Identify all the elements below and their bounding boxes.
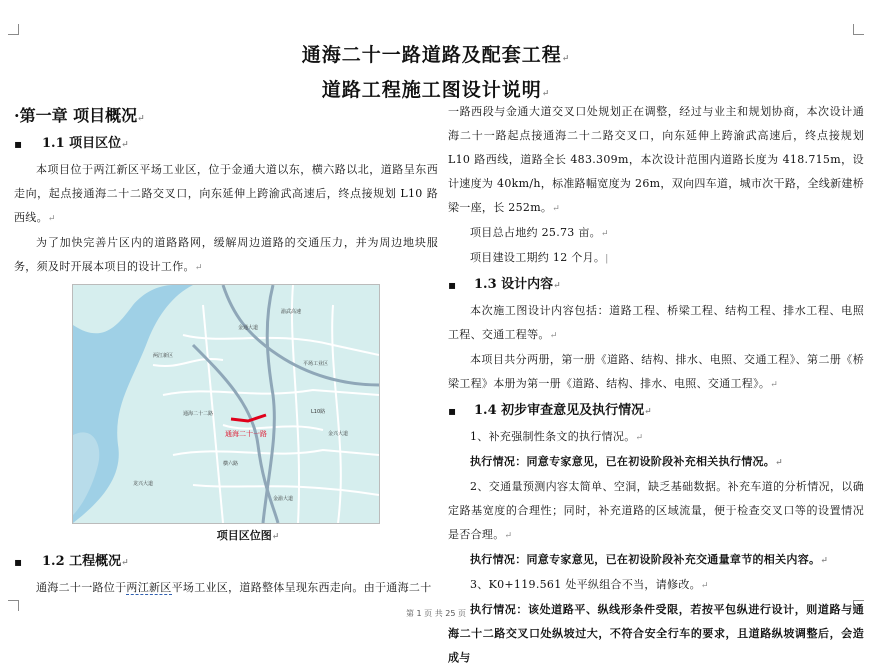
- paragraph[interactable]: 项目建设工期约 12 个月。|: [470, 251, 609, 264]
- paragraph[interactable]: 通海二十一路位于两江新区平场工业区，道路整体呈现东西走向。由于通海二十: [36, 581, 432, 594]
- crop-mark-top-left: [8, 24, 19, 35]
- svg-text:L10路: L10路: [311, 409, 326, 415]
- section-heading-1-3[interactable]: ▪ 1.3 设计内容↵: [448, 277, 561, 292]
- svg-text:渝武高速: 渝武高速: [281, 309, 302, 315]
- svg-text:金兴大道: 金兴大道: [328, 431, 349, 437]
- paragraph[interactable]: 本次施工图设计内容包括：道路工程、桥梁工程、结构工程、排水工程、电照工程、交通工程等。↵: [448, 304, 864, 341]
- svg-text:横六路: 横六路: [223, 461, 239, 467]
- svg-text:金渝大道: 金渝大道: [273, 496, 294, 502]
- paragraph[interactable]: 本项目位于两江新区平场工业区，位于金通大道以东，横六路以北，道路呈东西走向，起点接通海二十二路交叉口，向东延伸上跨渝武高速后，终点接规划 L10 路西线。↵: [14, 163, 438, 224]
- review-item[interactable]: 2、交通量预测内容太简单、空洞，缺乏基础数据。补充车道的分析情况，以确定路基宽度的合理性；同时，补充道路的区域流量，便于检查交叉口等的设置情况是否合理。↵: [448, 480, 864, 541]
- page-footer: 第 1 页 共 25 页: [406, 609, 466, 618]
- chapter-heading[interactable]: ·第一章 项目概况↵: [14, 106, 145, 125]
- review-response[interactable]: 执行情况：同意专家意见，已在初设阶段补充相关执行情况。↵: [470, 455, 783, 468]
- review-item[interactable]: 1、补充强制性条文的执行情况。↵: [470, 430, 644, 443]
- review-item[interactable]: 3、K0+119.561 处平纵组合不当，请修改。↵: [470, 578, 709, 591]
- section-heading-1-2[interactable]: ▪ 1.2 工程概况↵: [14, 554, 129, 569]
- document-title: 通海二十一路道路及配套工程↵: [301, 44, 571, 66]
- left-column: [14, 100, 438, 600]
- svg-text:两江新区: 两江新区: [153, 353, 174, 359]
- svg-text:通海二十二路: 通海二十二路: [183, 411, 214, 417]
- review-response[interactable]: 执行情况：同意专家意见，已在初设阶段补充交通量章节的相关内容。↵: [470, 553, 829, 566]
- location-map[interactable]: [72, 284, 380, 524]
- paragraph[interactable]: 为了加快完善片区内的道路路网，缓解周边道路的交通压力，并为周边地块服务，须及时开展本项目的设计工作。↵: [14, 236, 438, 273]
- svg-text:金通大道: 金通大道: [238, 325, 259, 331]
- project-road-label: 通海二十一路: [225, 430, 267, 438]
- location-map-image: [73, 285, 379, 523]
- crop-mark-top-right: [853, 24, 864, 35]
- spell-check-underline: 两江新区: [126, 581, 172, 594]
- svg-text:龙兴大道: 龙兴大道: [133, 481, 154, 487]
- right-column: [448, 100, 864, 670]
- paragraph[interactable]: 本项目共分两册，第一册《道路、结构、排水、电照、交通工程》、第二册《桥梁工程》本册为第一册《道路、结构、排水、电照、交通工程》。↵: [448, 353, 864, 390]
- review-response[interactable]: 执行情况：该处道路平、纵线形条件受限，若按平包纵进行设计，则道路与通海二十二路交叉口处纵坡过大，不符合安全行车的要求，且道路纵坡调整后，会造成与: [448, 603, 864, 664]
- section-heading-1-4[interactable]: ▪ 1.4 初步审查意见及执行情况↵: [448, 403, 652, 418]
- paragraph[interactable]: 项目总占地约 25.73 亩。↵: [470, 226, 609, 239]
- svg-text:平场工业区: 平场工业区: [303, 361, 329, 367]
- document-subtitle: 道路工程施工图设计说明↵: [321, 79, 551, 101]
- map-caption[interactable]: 项目区位图↵: [216, 529, 280, 542]
- section-heading-1-1[interactable]: ▪ 1.1 项目区位↵: [14, 136, 129, 151]
- paragraph-continued[interactable]: 一路西段与金通大道交叉口处规划正在调整，经过与业主和规划协商，本次设计通海二十一路起点接通海二十二路交叉口，向东延伸上跨渝武高速后，终点接规划 L10 路西线，道路全长 483.309m，本次设计范围内道路长度为 418.715m，设计速度为 40km/h，标准路幅宽度为 26m，双向四车道，城市次干路，全线新建桥梁一座，长 252m。↵: [448, 105, 864, 214]
